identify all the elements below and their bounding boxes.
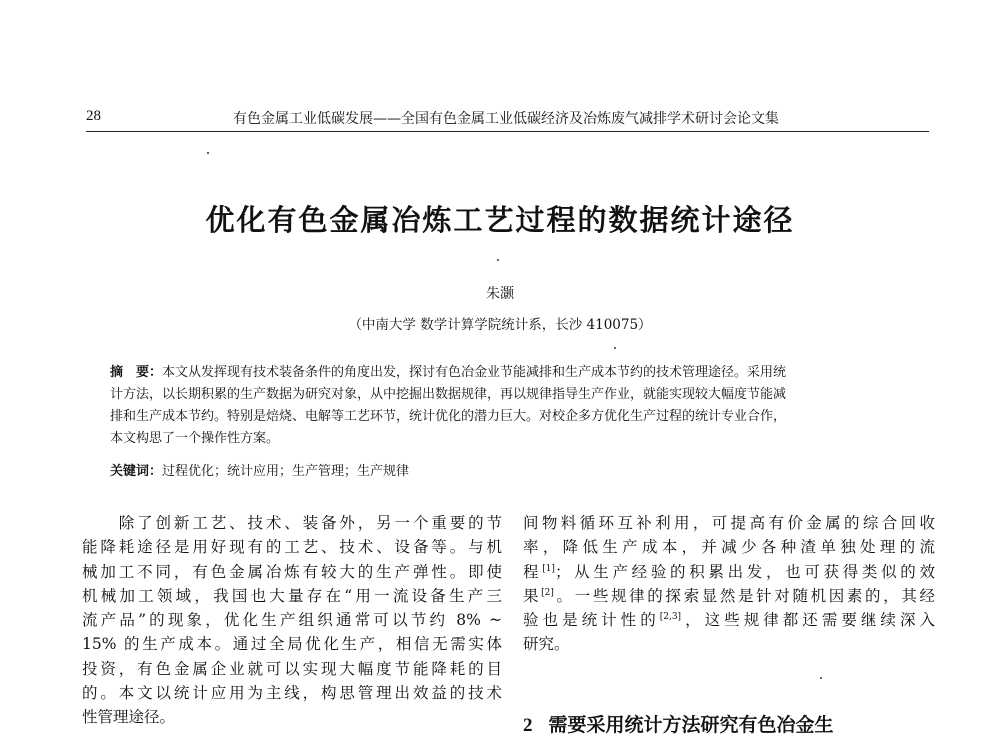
scan-speck xyxy=(820,677,822,679)
body-text: 程 xyxy=(523,562,543,581)
body-text: 。一些规律的探索显然是针对随机因素的，其经 xyxy=(553,586,935,605)
section-heading xyxy=(523,710,943,737)
abstract xyxy=(110,362,910,450)
body-line: 性管理途径。 xyxy=(82,708,176,727)
body-line: 除了创新工艺、技术、装备外，另一个重要的节 xyxy=(82,514,502,532)
body-line: 能降耗途径是用好现有的工艺、技术、设备等。与机 xyxy=(82,538,502,557)
body-line xyxy=(523,584,935,608)
body-line: 研究。 xyxy=(523,635,570,654)
author-name: 朱灏 xyxy=(486,286,514,302)
body-text: ；从生产经验的积累出发，也可获得类似的效 xyxy=(554,562,935,581)
body-line: 械加工不同，有色金属冶炼有较大的生产弹性。即使 xyxy=(82,562,502,581)
body-line xyxy=(523,560,935,584)
scan-speck xyxy=(497,259,499,261)
abstract-line: 排和生产成本节约。特别是焙烧、电解等工艺环节，统计优化的潜力巨大。对校企多方优化生产过程的统计专业合作， xyxy=(110,409,787,424)
abstract-line: 本文构思了一个操作性方案。 xyxy=(110,431,280,446)
article-title: 优化有色金属冶炼工艺过程的数据统计途径 xyxy=(205,203,795,237)
body-column-left xyxy=(82,511,502,730)
body-line: 率，降低生产成本，并减少各种渣单独处理的流 xyxy=(523,538,935,557)
body-text: ，这些规律都还需要继续深入 xyxy=(681,611,935,630)
body-text: 验也是统计性的 xyxy=(523,611,660,630)
running-head: 有色金属工业低碳发展——全国有色金属工业低碳经济及冶炼废气减排学术研讨会论文集 xyxy=(233,111,779,127)
citation-ref: [1] xyxy=(542,563,555,574)
section-title: 需要采用统计方法研究有色冶金生 xyxy=(548,714,834,736)
body-line: 投资，有色金属企业就可以实现大幅度节能降耗的目 xyxy=(82,659,502,678)
body-line: 间物料循环互补利用，可提高有价金属的综合回收 xyxy=(523,514,935,532)
header-rule xyxy=(86,131,929,132)
page-number: 28 xyxy=(86,108,101,124)
body-line: 的。本文以统计应用为主线，构思管理出效益的技术 xyxy=(82,684,502,703)
author-affiliation: （中南大学 数学计算学院统计系，长沙 410075） xyxy=(348,317,652,333)
body-text: 果 xyxy=(523,586,542,605)
abstract-line xyxy=(110,362,910,384)
abstract-text: 本文从发挥现有技术装备条件的角度出发，探讨有色冶金业节能减排和生产成本节约的技术管理途径。采用统 xyxy=(162,365,787,380)
abstract-label: 摘 要： xyxy=(110,365,163,380)
scan-speck xyxy=(614,347,616,349)
abstract-line: 计方法，以长期积累的生产数据为研究对象，从中挖掘出数据规律，再以规律指导生产作业，就能实现较大幅度节能减 xyxy=(110,387,787,402)
citation-ref: [2,3] xyxy=(659,612,682,623)
body-line xyxy=(523,608,935,632)
body-column-right xyxy=(523,511,935,657)
scan-speck xyxy=(207,152,209,154)
body-line: 15% 的生产成本。通过全局优化生产，相信无需实体 xyxy=(82,635,502,654)
section-number: 2 xyxy=(523,715,533,736)
body-line: 机械加工领域，我国也大量存在“用一流设备生产三 xyxy=(82,586,502,605)
keywords-text: 过程优化；统计应用；生产管理；生产规律 xyxy=(162,464,410,479)
body-line: 流产品”的现象，优化生产组织通常可以节约 8% ~ xyxy=(82,611,502,630)
keywords-label: 关键词： xyxy=(110,464,163,479)
citation-ref: [2] xyxy=(541,587,554,598)
keywords xyxy=(110,460,910,479)
